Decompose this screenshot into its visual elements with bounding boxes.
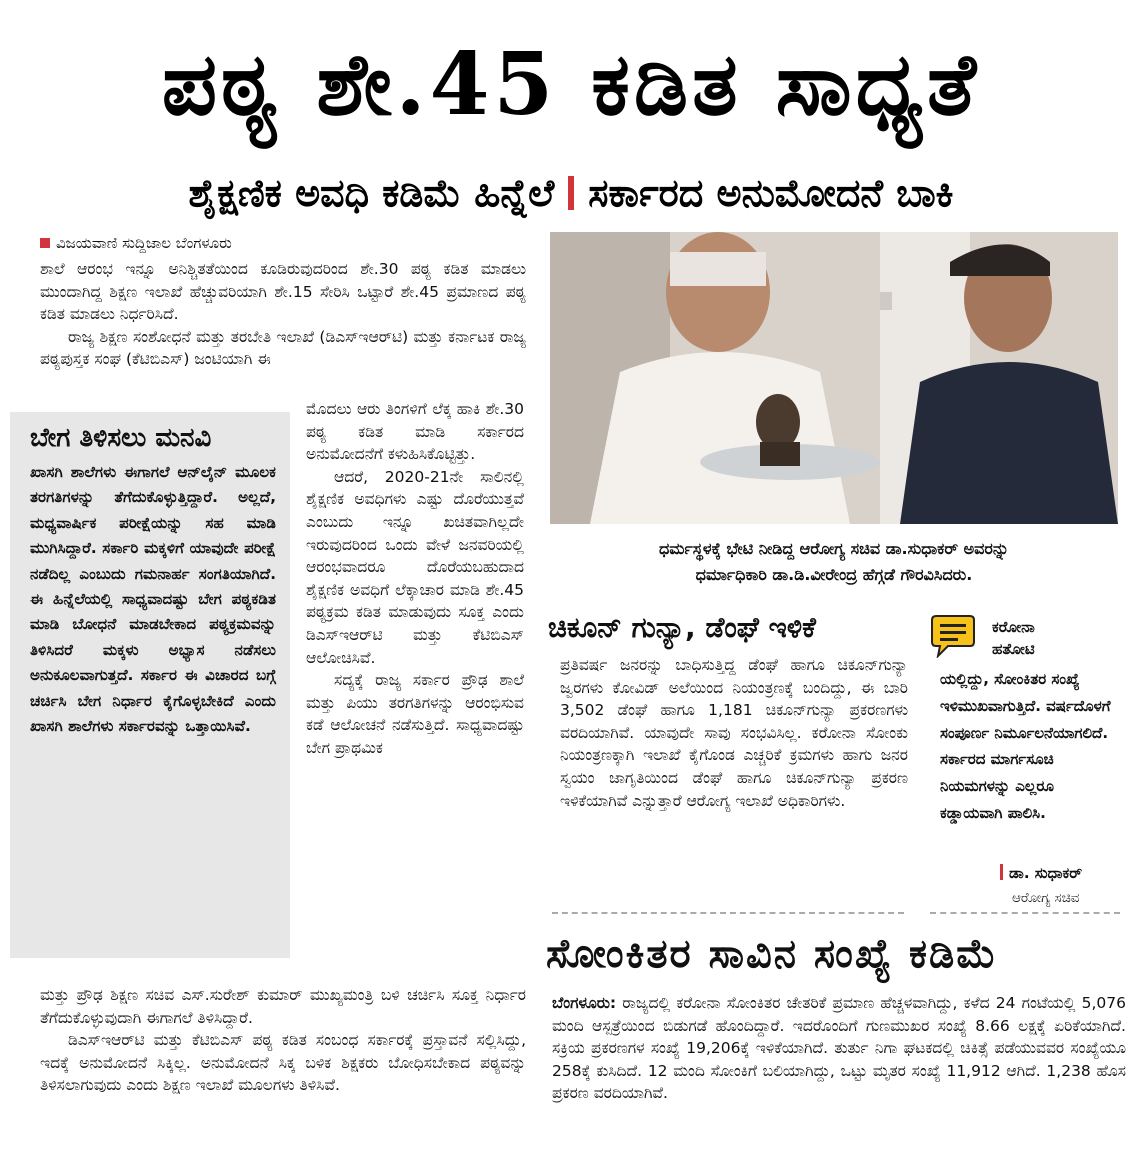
deaths-headline: ಸೋಂಕಿತರ ಸಾವಿನ ಸಂಖ್ಯೆ ಕಡಿಮೆ (546, 930, 998, 977)
quote-text: ಯಲ್ಲಿದ್ದು, ಸೋಂಕಿತರ ಸಂಖ್ಯೆ ಇಳಿಮುಖವಾಗುತ್ತಿದೆ. ವರ್ಷದೊಳಗೆ ಸಂಪೂರ್ಣ ನಿರ್ಮೂಲನೆಯಾಗಲಿದೆ. ಸರ್ಕಾರದ ಮಾರ್ಗಸೂಚಿ ನಿಯಮಗಳನ್ನು ಎಲ್ಲರೂ ಕಡ್ಡಾಯವಾಗಿ ಪಾಲಿಸಿ. (940, 670, 1111, 822)
subhead-left: ಶೈಕ್ಷಣಿಕ ಅವಧಿ ಕಡಿಮೆ ಹಿನ್ನೆಲೆ (188, 171, 555, 215)
byline-marker-icon (40, 238, 50, 248)
column-paragraph-1: ಮೊದಲು ಆರು ತಿಂಗಳಿಗೆ ಲೆಕ್ಕ ಹಾಕಿ ಶೇ.30 ಪಠ್ಯ ಕಡಿತ ಮಾಡಿ ಸರ್ಕಾರದ ಅನುಮೋದನೆಗೆ ಕಳುಹಿಸಿಕೊಟ್ಟಿತ್ತು. (306, 400, 524, 464)
author-marker (1000, 864, 1003, 880)
intro-paragraph-2: ರಾಜ್ಯ ಶಿಕ್ಷಣ ಸಂಶೋಧನೆ ಮತ್ತು ತರಬೇತಿ ಇಲಾಖೆ (ಡಿಎಸ್‌ಇಆರ್‌ಟಿ) ಮತ್ತು ಕರ್ನಾಟಕ ರಾಜ್ಯ ಪಠ್ಯಪುಸ್ತಕ ಸಂಘ (ಕೆಟಿಬಿಎಸ್) ಜಂಟಿಯಾಗಿ ಈ (40, 327, 526, 369)
chikungunya-headline: ಚಿಕೂನ್ ಗುನ್ಯಾ, ಡೆಂಘೆ ಇಳಿಕೆ (548, 611, 816, 644)
divider-dashed (552, 912, 904, 914)
quote-label-line-2: ಹತೋಟಿ (992, 640, 1035, 658)
byline-text: ವಿಜಯವಾಣಿ ಸುದ್ದಿಜಾಲ ಬೆಂಗಳೂರು (56, 234, 232, 252)
continuation-paragraph-2: ಡಿಎಸ್‌ಇಆರ್‌ಟಿ ಮತ್ತು ಕೆಟಿಬಿಎಸ್ ಪಠ್ಯ ಕಡಿತ ಸಂಬಂಧ ಸರ್ಕಾರಕ್ಕೆ ಪ್ರಸ್ತಾವನೆ ಸಲ್ಲಿಸಿದ್ದು, ಇದಕ್ಕೆ ಅನುಮೋದನೆ ಸಿಕ್ಕಿಲ್ಲ. ಅನುಮೋದನೆ ಸಿಕ್ಕ ಬಳಿಕ ಶಿಕ್ಷಕರು ಬೋಧಿಸಬೇಕಾದ ಪಠ್ಯವನ್ನು ತಿಳಿಸಲಾಗುವುದು ಎಂದು ಶಿಕ್ಷಣ ಇಲಾಖೆ ಮೂಲಗಳು ತಿಳಿಸಿವೆ. (40, 1031, 526, 1095)
main-article-continuation (40, 984, 526, 1097)
quote-author-role: ಆರೋಗ್ಯ ಸಚಿವ (1012, 890, 1080, 906)
quote-author: ಡಾ. ಸುಧಾಕರ್ (1000, 864, 1082, 882)
byline (40, 232, 232, 254)
caption-line-1: ಧರ್ಮಸ್ಥಳಕ್ಕೆ ಭೇಟಿ ನೀಡಿದ್ದ ಆರೋಗ್ಯ ಸಚಿವ ಡಾ.ಸುಧಾಕರ್ ಅವರನ್ನು (658, 539, 1010, 558)
subhead-right: ಸರ್ಕಾರದ ಅನುಮೋದನೆ ಬಾಕಿ (588, 171, 954, 215)
sidebar-title: ಬೇಗ ತಿಳಿಸಲು ಮನವಿ (30, 423, 212, 453)
main-headline: ಪಠ್ಯ ಶೇ.45 ಕಡಿತ ಸಾಧ್ಯತೆ (161, 34, 981, 135)
main-article-intro (40, 258, 526, 371)
photo-illustration (550, 232, 1118, 524)
photo-caption (550, 536, 1118, 588)
divider-dashed (930, 912, 1120, 914)
column-paragraph-2: ಆದರೆ, 2020-21ನೇ ಸಾಲಿನಲ್ಲಿ ಶೈಕ್ಷಣಿಕ ಅವಧಿಗಳು ಎಷ್ಟು ದೊರೆಯುತ್ತವೆ ಎಂಬುದು ಇನ್ನೂ ಖಚಿತವಾಗಿಲ್ಲದೇ ಇರುವುದರಿಂದ ಒಂದು ವೇಳೆ ಜನವರಿಯಲ್ಲಿ ಆರಂಭವಾದರೂ ದೊರೆಯಬಹುದಾದ ಶೈಕ್ಷಣಿಕ ಅವಧಿಗೆ ಲೆಕ್ಕಾಚಾರ ಮಾಡಿ ಶೇ.45 ಪಠ್ಯಕ್ರಮ ಕಡಿತ ಮಾಡುವುದು ಸೂಕ್ತ ಎಂದು ಡಿಎಸ್‌ಇಆರ್‌ಟಿ ಮತ್ತು ಕೆಟಿಬಿಎಸ್ ಆಲೋಚಿಸಿವೆ. (306, 467, 524, 667)
chikungunya-text: ಪ್ರತಿವರ್ಷ ಜನರನ್ನು ಬಾಧಿಸುತ್ತಿದ್ದ ಡೆಂಘೆ ಹಾಗೂ ಚಿಕೂನ್‌ಗುನ್ಯಾ ಜ್ವರಗಳು ಕೋವಿಡ್ ಅಲೆಯಿಂದ ನಿಯಂತ್ರಣಕ್ಕೆ ಬಂದಿದ್ದು, ಈ ಬಾರಿ 3,502 ಡೆಂಘೆ ಹಾಗೂ 1,181 ಚಿಕೂನ್‌ಗುನ್ಯಾ ಪ್ರಕರಣಗಳು ವರದಿಯಾಗಿವೆ. ಯಾವುದೇ ಸಾವು ಸಂಭವಿಸಿಲ್ಲ. ಕರೋನಾ ಸೋಂಕು ನಿಯಂತ್ರಣಕ್ಕಾಗಿ ಇಲಾಖೆ ಕೈಗೊಂಡ ಎಚ್ಚರಿಕೆ ಕ್ರಮಗಳು ಹಾಗು ಜನರ ಸ್ವಯಂ ಜಾಗೃತಿಯಿಂದ ಡೆಂಘೆ ಹಾಗೂ ಚಿಕೂನ್‌ಗುನ್ಯಾ ಪ್ರಕರಣ ಇಳಿಕೆಯಾಗಿವೆ ಎನ್ನುತ್ತಾರೆ ಆರೋಗ್ಯ ಇಲಾಖೆ ಅಧಿಕಾರಿಗಳು. (560, 656, 908, 810)
quote-label-line-1: ಕರೋನಾ (992, 618, 1035, 636)
sub-headline (0, 166, 1142, 220)
continuation-paragraph-1: ಮತ್ತು ಪ್ರೌಢ ಶಿಕ್ಷಣ ಸಚಿವ ಎಸ್.ಸುರೇಶ್ ಕುಮಾರ್ ಮುಖ್ಯಮಂತ್ರಿ ಬಳಿ ಚರ್ಚಿಸಿ ಸೂಕ್ತ ನಿರ್ಧಾರ ತೆಗೆದುಕೊಳ್ಳುವುದಾಗಿ ಈಗಾಗಲೆ ತಿಳಿಸಿದ್ದಾರೆ. (40, 986, 526, 1027)
caption-line-2: ಧರ್ಮಾಧಿಕಾರಿ ಡಾ.ಡಿ.ವೀರೇಂದ್ರ ಹೆಗ್ಗಡೆ ಗೌರವಿಸಿದರು. (695, 565, 973, 584)
column-paragraph-3: ಸದ್ಯಕ್ಕೆ ರಾಜ್ಯ ಸರ್ಕಾರ ಪ್ರೌಢ ಶಾಲೆ ಮತ್ತು ಪಿಯು ತರಗತಿಗಳನ್ನು ಆರಂಭಿಸುವ ಕಡೆ ಆಲೋಚನೆ ನಡೆಸುತ್ತಿದೆ. ಸಾಧ್ಯವಾದಷ್ಟು ಬೇಗ ಪ್ರಾಥಮಿಕ (306, 671, 524, 757)
deaths-text: ಬೆಂಗಳೂರು: ರಾಜ್ಯದಲ್ಲಿ ಕರೋನಾ ಸೋಂಕಿತರ ಚೇತರಿಕೆ ಪ್ರಮಾಣ ಹೆಚ್ಚಳವಾಗಿದ್ದು, ಕಳೆದ 24 ಗಂಟೆಯಲ್ಲಿ 5,076 ಮಂದಿ ಆಸ್ಪತ್ರೆಯಿಂದ ಬಿಡುಗಡೆ ಹೊಂದಿದ್ದಾರೆ. ಇದರೊಂದಿಗೆ ಗುಣಮುಖರ ಸಂಖ್ಯೆ 8.66 ಲಕ್ಷಕ್ಕೆ ಏರಿಕೆಯಾಗಿದೆ. ಸಕ್ರಿಯ ಪ್ರಕರಣಗಳ ಸಂಖ್ಯೆ 19,206ಕ್ಕೆ ಇಳಿಕೆಯಾಗಿದೆ. ತುರ್ತು ನಿಗಾ ಘಟಕದಲ್ಲಿ ಚಿಕಿತ್ಸೆ ಪಡೆಯುವವರ ಸಂಖ್ಯೆಯೂ 258ಕ್ಕೆ ಕುಸಿದಿದೆ. 12 ಮಂದಿ ಸೋಂಕಿಗೆ ಬಲಿಯಾಗಿದ್ದು, ಒಟ್ಟು ಮೃತರ ಸಂಖ್ಯೆ 11,912 ಆಗಿದೆ. 1,238 ಹೊಸ ಪ್ರಕರಣ ವರದಿಯಾಗಿವೆ. (552, 994, 1126, 1103)
dateline: ಬೆಂಗಳೂರು: (552, 994, 617, 1012)
news-photo (550, 232, 1118, 524)
intro-paragraph: ಶಾಲೆ ಆರಂಭ ಇನ್ನೂ ಅನಿಶ್ಚಿತತೆಯಿಂದ ಕೂಡಿರುವುದರಿಂದ ಶೇ.30 ಪಠ್ಯ ಕಡಿತ ಮಾಡಲು ಮುಂದಾಗಿದ್ದ ಶಿಕ್ಷಣ ಇಲಾಖೆ ಹೆಚ್ಚುವರಿಯಾಗಿ ಶೇ.15 ಸೇರಿಸಿ ಒಟ್ಟಾರೆ ಶೇ.45 ಪ್ರಮಾಣದ ಪಠ್ಯ ಕಡಿತ ಮಾಡಲು ನಿರ್ಧರಿಸಿದೆ. (40, 260, 526, 324)
sidebar-text: ಖಾಸಗಿ ಶಾಲೆಗಳು ಈಗಾಗಲೆ ಆನ್‌ಲೈನ್ ಮೂಲಕ ತರಗತಿಗಳನ್ನು ತೆಗೆದುಕೊಳ್ಳುತ್ತಿದ್ದಾರೆ. ಅಲ್ಲದೆ, ಮಧ್ಯವಾರ್ಷಿಕ ಪರೀಕ್ಷೆಯನ್ನು ಸಹ ಮಾಡಿ ಮುಗಿಸಿದ್ದಾರೆ. ಸರ್ಕಾರಿ ಮಕ್ಕಳಿಗೆ ಯಾವುದೇ ಪರೀಕ್ಷೆ ನಡೆದಿಲ್ಲ ಎಂಬುದು ಗಮನಾರ್ಹ ಸಂಗತಿಯಾಗಿದೆ. ಈ ಹಿನ್ನೆಲೆಯಲ್ಲಿ ಸಾಧ್ಯವಾದಷ್ಟು ಬೇಗ ಪಠ್ಯಕಡಿತ ಮಾಡಿ ಬೋಧನೆ ಮಾಡಬೇಕಾದ ಪಠ್ಯಕ್ರಮವನ್ನು ತಿಳಿಸಿದರೆ ಮಕ್ಕಳು ಅಭ್ಯಾಸ ನಡೆಸಲು ಅನುಕೂಲವಾಗುತ್ತದೆ. ಸರ್ಕಾರ ಈ ವಿಚಾರದ ಬಗ್ಗೆ ಚರ್ಚಿಸಿ ಬೇಗ ನಿರ್ಧಾರ ಕೈಗೊಳ್ಳಬೇಕಿದೆ ಎಂದು ಖಾಸಗಿ ಶಾಲೆಗಳು ಸರ್ಕಾರವನ್ನು ಒತ್ತಾಯಿಸಿವೆ. (30, 463, 276, 736)
quote-label (992, 616, 1035, 660)
main-article-column (306, 398, 524, 760)
speech-bubble-icon (930, 614, 976, 658)
subhead-divider (568, 176, 574, 210)
